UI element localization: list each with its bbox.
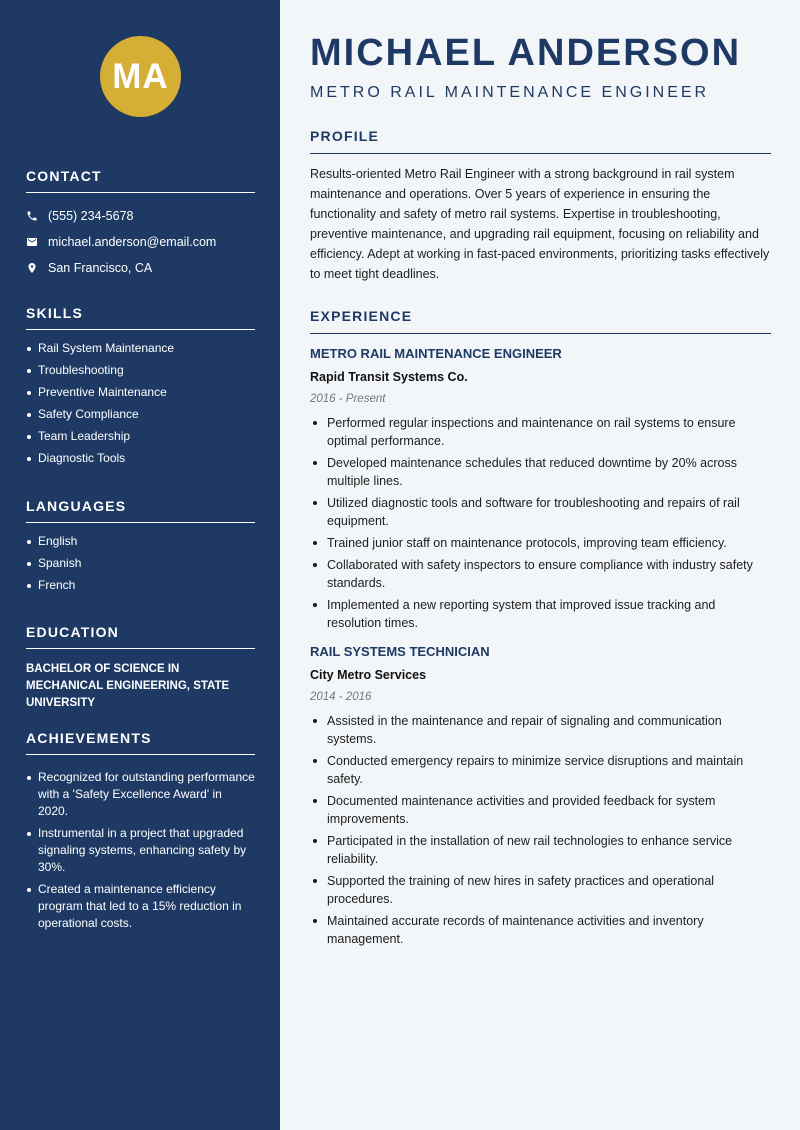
contact-email bbox=[26, 229, 255, 255]
job-company: City Metro Services bbox=[310, 668, 427, 682]
list-item: Trained junior staff on maintenance protocols, improving team efficiency. bbox=[310, 534, 771, 552]
candidate-name: MICHAEL ANDERSON bbox=[310, 32, 742, 74]
job-company: Rapid Transit Systems Co. bbox=[310, 370, 468, 384]
job-dates: 2016 - Present bbox=[310, 393, 386, 405]
profile-section bbox=[310, 128, 771, 284]
profile-text: Results-oriented Metro Rail Engineer with a strong background in rail system maintenance and operations. Over 5 years of experience in ensuring the functionality and safety of metro rail systems. Expertise in troubleshooting, preventive maintenance, and upgrading rail equipment, focusing on reliability and efficiency. Adept at working in fast-paced environments, prioritizing tasks effectively to meet tight deadlines. bbox=[310, 167, 770, 281]
phone-value: (555) 234-5678 bbox=[48, 209, 134, 223]
skills-heading: SKILLS bbox=[26, 305, 255, 330]
languages-list bbox=[26, 533, 255, 594]
list-item: Instrumental in a project that upgraded signaling systems, enhancing safety by 30%. bbox=[26, 825, 255, 876]
list-item: Supported the training of new hires in safety practices and operational procedures. bbox=[310, 872, 771, 908]
education-degree: BACHELOR OF SCIENCE IN MECHANICAL ENGINEERING, STATE UNIVERSITY bbox=[26, 663, 230, 709]
list-item: Conducted emergency repairs to minimize service disruptions and maintain safety. bbox=[310, 752, 771, 788]
contact-section bbox=[26, 168, 255, 281]
list-item: Troubleshooting bbox=[26, 362, 255, 379]
location-value: San Francisco, CA bbox=[48, 261, 153, 275]
skills-section bbox=[26, 305, 255, 472]
sidebar bbox=[0, 0, 280, 1130]
contact-heading: CONTACT bbox=[26, 168, 255, 193]
list-item: English bbox=[26, 533, 255, 550]
list-item: Preventive Maintenance bbox=[26, 384, 255, 401]
email-value: michael.anderson@email.com bbox=[48, 235, 217, 249]
list-item: Performed regular inspections and maintenance on rail systems to ensure optimal performance. bbox=[310, 414, 771, 450]
skills-list bbox=[26, 340, 255, 467]
languages-heading: LANGUAGES bbox=[26, 498, 255, 523]
list-item: French bbox=[26, 577, 255, 594]
mail-icon bbox=[26, 236, 48, 248]
list-item: Collaborated with safety inspectors to ensure compliance with industry safety standards. bbox=[310, 556, 771, 592]
achievements-heading bbox=[26, 730, 255, 755]
job-bullets bbox=[310, 414, 771, 632]
list-item: Recognized for outstanding performance with a 'Safety Excellence Award' in 2020. bbox=[26, 769, 255, 820]
achievements-heading-text: ACHIEVEMENTS bbox=[26, 730, 152, 746]
list-item: Rail System Maintenance bbox=[26, 340, 255, 357]
list-item: Diagnostic Tools bbox=[26, 450, 255, 467]
list-item: Safety Compliance bbox=[26, 406, 255, 423]
job-title: METRO RAIL MAINTENANCE ENGINEER bbox=[310, 346, 562, 361]
location-pin-icon bbox=[26, 262, 48, 274]
experience-section bbox=[310, 308, 771, 958]
job-entry bbox=[310, 642, 771, 948]
achievements-list bbox=[26, 769, 255, 932]
list-item: Team Leadership bbox=[26, 428, 255, 445]
job-bullets bbox=[310, 712, 771, 948]
languages-section bbox=[26, 498, 255, 599]
list-item: Implemented a new reporting system that improved issue tracking and resolution times. bbox=[310, 596, 771, 632]
list-item: Participated in the installation of new rail technologies to enhance service reliability. bbox=[310, 832, 771, 868]
list-item: Developed maintenance schedules that reduced downtime by 20% across multiple lines. bbox=[310, 454, 771, 490]
profile-heading: PROFILE bbox=[310, 128, 771, 154]
avatar bbox=[100, 36, 181, 117]
avatar-initials: MA bbox=[112, 56, 169, 96]
job-entry bbox=[310, 344, 771, 632]
candidate-title: METRO RAIL MAINTENANCE ENGINEER bbox=[310, 84, 710, 101]
education-heading: EDUCATION bbox=[26, 624, 255, 649]
list-item: Documented maintenance activities and provided feedback for system improvements. bbox=[310, 792, 771, 828]
education-section bbox=[26, 624, 255, 712]
experience-heading: EXPERIENCE bbox=[310, 308, 771, 334]
list-item: Created a maintenance efficiency program that led to a 15% reduction in operational costs. bbox=[26, 881, 255, 932]
list-item: Spanish bbox=[26, 555, 255, 572]
job-dates: 2014 - 2016 bbox=[310, 691, 372, 703]
list-item: Maintained accurate records of maintenance activities and inventory management. bbox=[310, 912, 771, 948]
list-item: Utilized diagnostic tools and software for troubleshooting and repairs of rail equipment. bbox=[310, 494, 771, 530]
contact-phone bbox=[26, 203, 255, 229]
phone-icon bbox=[26, 210, 48, 222]
list-item: Assisted in the maintenance and repair of signaling and communication systems. bbox=[310, 712, 771, 748]
job-title: RAIL SYSTEMS TECHNICIAN bbox=[310, 644, 490, 659]
contact-location bbox=[26, 255, 255, 281]
achievements-section bbox=[26, 730, 255, 937]
